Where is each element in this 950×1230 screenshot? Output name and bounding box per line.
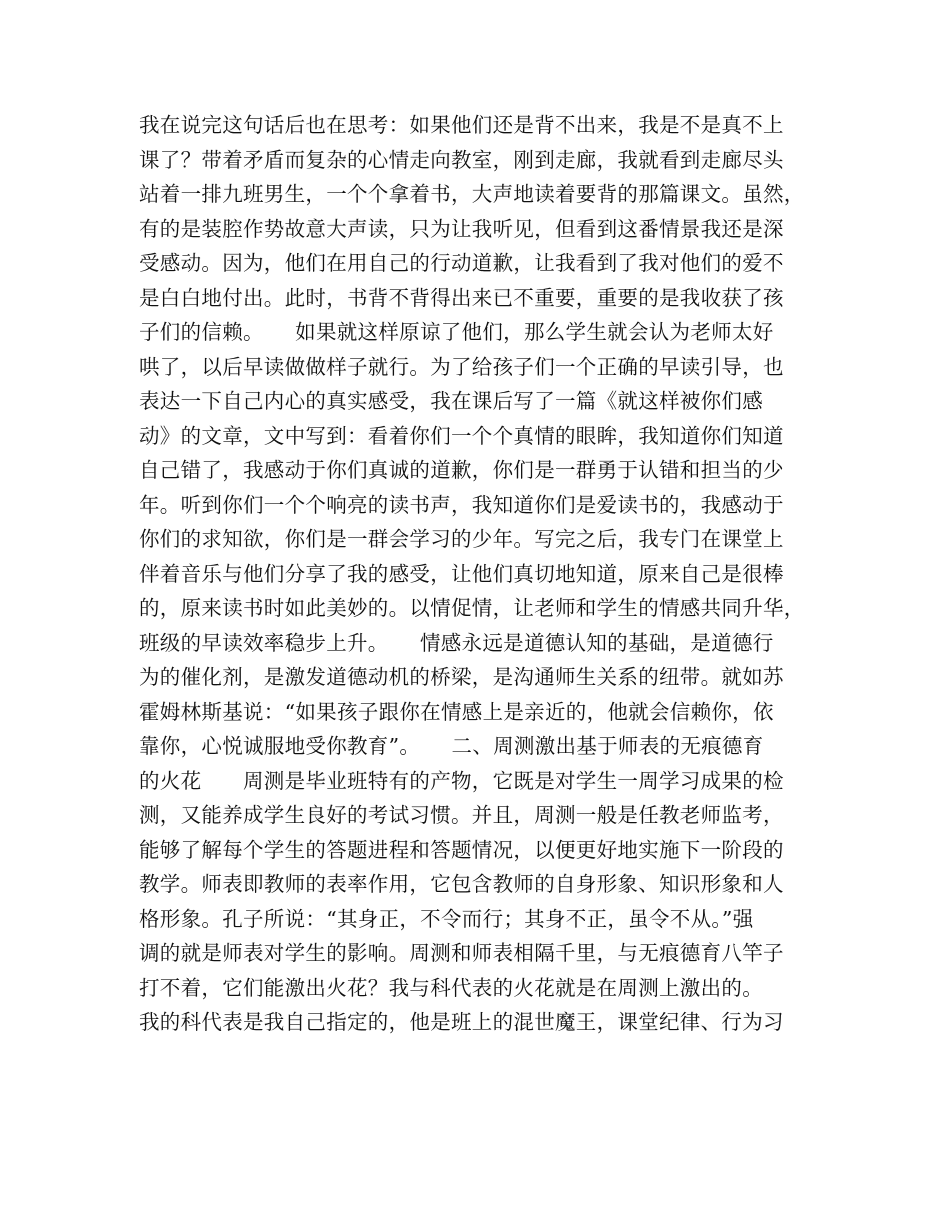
text-line: 受感动。因为，他们在用自己的行动道歉，让我看到了我对他们的爱不 [139,251,784,275]
text-line: 的，原来读书时如此美妙的。以情促情，让老师和学生的情感共同升华， [139,596,805,620]
text-line: 为的催化剂，是激发道德动机的桥梁，是沟通师生关系的纽带。就如苏 [139,665,784,689]
text-line: 调的就是师表对学生的影响。周测和师表相隔千里，与无痕德育八竿子 [139,941,784,965]
body-text [139,108,829,1040]
text-line: 我的科代表是我自己指定的，他是班上的混世魔王，课堂纪律、行为习 [139,1010,784,1034]
text-line: 测，又能养成学生良好的考试习惯。并且，周测一般是任教老师监考， [139,803,784,827]
text-line: 格形象。孔子所说：“其身正，不令而行；其身不正，虽令不从。”强 [139,906,754,931]
text-line: 是白白地付出。此时，书背不背得出来已不重要，重要的是我收获了孩 [139,285,784,310]
text-line: 子们的信赖。 如果就这样原谅了他们，那么学生就会认为老师太好 [139,320,774,344]
text-line: 教学。师表即教师的表率作用，它包含教师的自身形象、知识形象和人 [139,872,784,896]
text-line: 站着一排九班男生，一个个拿着书，大声地读着要背的那篇课文。虽然， [139,182,805,206]
text-line: 的火花 周测是毕业班特有的产物，它既是对学生一周学习成果的检 [139,768,784,793]
text-line: 课了？带着矛盾而复杂的心情走向教室，刚到走廊，我就看到走廊尽头 [139,147,784,172]
text-line: 能够了解每个学生的答题进程和答题情况，以便更好地实施下一阶段的 [139,837,784,862]
text-line: 靠你，心悦诚服地受你教育”。 二、周测激出基于师表的无痕德育 [139,734,764,758]
text-line: 年。听到你们一个个响亮的读书声，我知道你们是爱读书的，我感动于 [139,492,784,517]
text-line: 表达一下自己内心的真实感受，我在课后写了一篇《就这样被你们感 [139,389,763,413]
text-line: 哄了，以后早读做做样子就行。为了给孩子们一个正确的早读引导，也 [139,354,784,379]
text-line: 自己错了，我感动于你们真诚的道歉，你们是一群勇于认错和担当的少 [139,458,784,482]
text-line: 打不着，它们能激出火花？我与科代表的火花就是在周测上激出的。 [139,975,763,1000]
text-line: 班级的早读效率稳步上升。 情感永远是道德认知的基础，是道德行 [139,630,774,655]
text-line: 有的是装腔作势故意大声读，只为让我听见，但看到这番情景我还是深 [139,216,784,241]
text-line: 霍姆林斯基说：“如果孩子跟你在情感上是亲近的，他就会信赖你，依 [139,699,774,724]
text-line: 你们的求知欲，你们是一群会学习的少年。写完之后，我专门在课堂上 [139,527,784,551]
text-line: 动》的文章，文中写到：看着你们一个个真情的眼眸，我知道你们知道 [139,423,784,448]
text-line: 我在说完这句话后也在思考：如果他们还是背不出来，我是不是真不上 [139,113,784,137]
text-line: 伴着音乐与他们分享了我的感受，让他们真切地知道，原来自己是很棒 [139,561,784,586]
